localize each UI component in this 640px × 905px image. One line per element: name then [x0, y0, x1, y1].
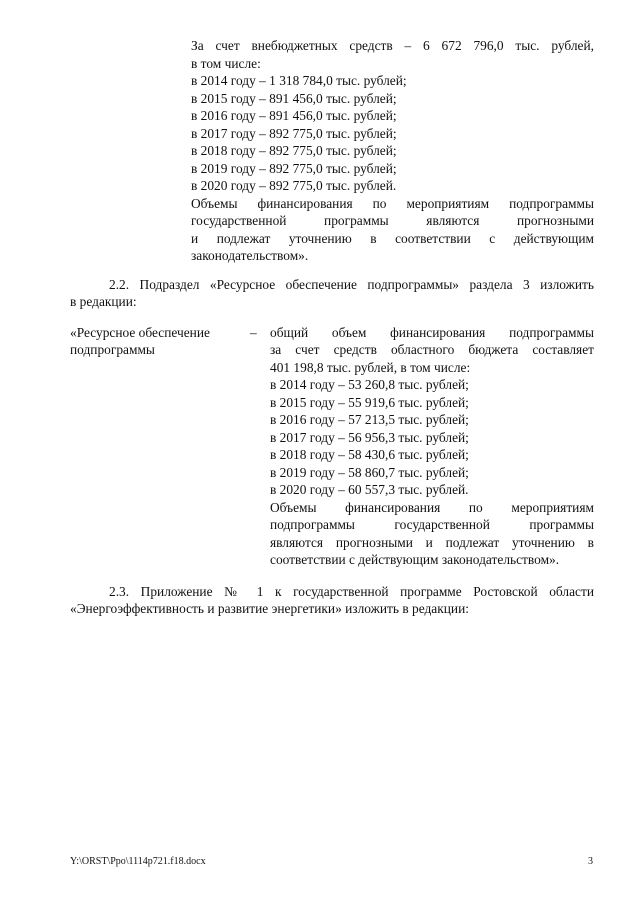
text-line: 401 198,8 тыс. рублей, в том числе:: [270, 360, 471, 375]
text-line: в редакции:: [70, 294, 137, 309]
table-label: «Ресурсное обеспечение: [70, 325, 210, 340]
text-line: 2.3. Приложение № 1 к государственной программе Ростовской области: [109, 584, 594, 599]
text-line: в 2014 году – 1 318 784,0 тыс. рублей;: [191, 73, 407, 88]
text-line: в том числе:: [191, 56, 261, 71]
text-line: За счет внебюджетных средств – 6 672 796,0 тыс. рублей,: [191, 38, 594, 53]
text-line: за счет средств областного бюджета составляет: [270, 342, 594, 357]
text-line: подпрограммы государственной программы: [270, 517, 594, 532]
text-line: законодательством».: [191, 248, 309, 263]
text-line: в 2017 году – 56 956,3 тыс. рублей;: [270, 430, 469, 445]
text-line: в 2020 году – 60 557,3 тыс. рублей.: [270, 482, 469, 497]
text-line: Объемы финансирования по мероприятиям: [270, 500, 594, 515]
table-dash: –: [250, 325, 257, 340]
text-line: государственной программы являются прогнозными: [191, 213, 594, 228]
table-label: подпрограммы: [70, 342, 155, 357]
text-line: в 2018 году – 892 775,0 тыс. рублей;: [191, 143, 397, 158]
text-line: и подлежат уточнению в соответствии с действующим: [191, 231, 594, 246]
text-line: в 2019 году – 892 775,0 тыс. рублей;: [191, 161, 397, 176]
page-number: 3: [588, 856, 593, 867]
text-line: в 2016 году – 57 213,5 тыс. рублей;: [270, 412, 469, 427]
text-line: в 2017 году – 892 775,0 тыс. рублей;: [191, 126, 397, 141]
text-line: соответствии с действующим законодательством».: [270, 552, 560, 567]
text-line: в 2015 году – 891 456,0 тыс. рублей;: [191, 91, 397, 106]
text-line: являются прогнозными и подлежат уточнению в: [270, 535, 594, 550]
text-line: в 2015 году – 55 919,6 тыс. рублей;: [270, 395, 469, 410]
text-line: «Энергоэффективность и развитие энергетики» изложить в редакции:: [70, 601, 469, 616]
text-line: в 2016 году – 891 456,0 тыс. рублей;: [191, 108, 397, 123]
text-line: в 2018 году – 58 430,6 тыс. рублей;: [270, 447, 469, 462]
text-line: Объемы финансирования по мероприятиям подпрограммы: [191, 196, 594, 211]
footer-file-path: Y:\ORST\Ppo\1114p721.f18.docx: [70, 856, 206, 867]
text-line: в 2014 году – 53 260,8 тыс. рублей;: [270, 377, 469, 392]
text-line: в 2020 году – 892 775,0 тыс. рублей.: [191, 178, 397, 193]
text-line: общий объем финансирования подпрограммы: [270, 325, 594, 340]
text-line: в 2019 году – 58 860,7 тыс. рублей;: [270, 465, 469, 480]
text-line: 2.2. Подраздел «Ресурсное обеспечение подпрограммы» раздела 3 изложить: [109, 277, 594, 292]
